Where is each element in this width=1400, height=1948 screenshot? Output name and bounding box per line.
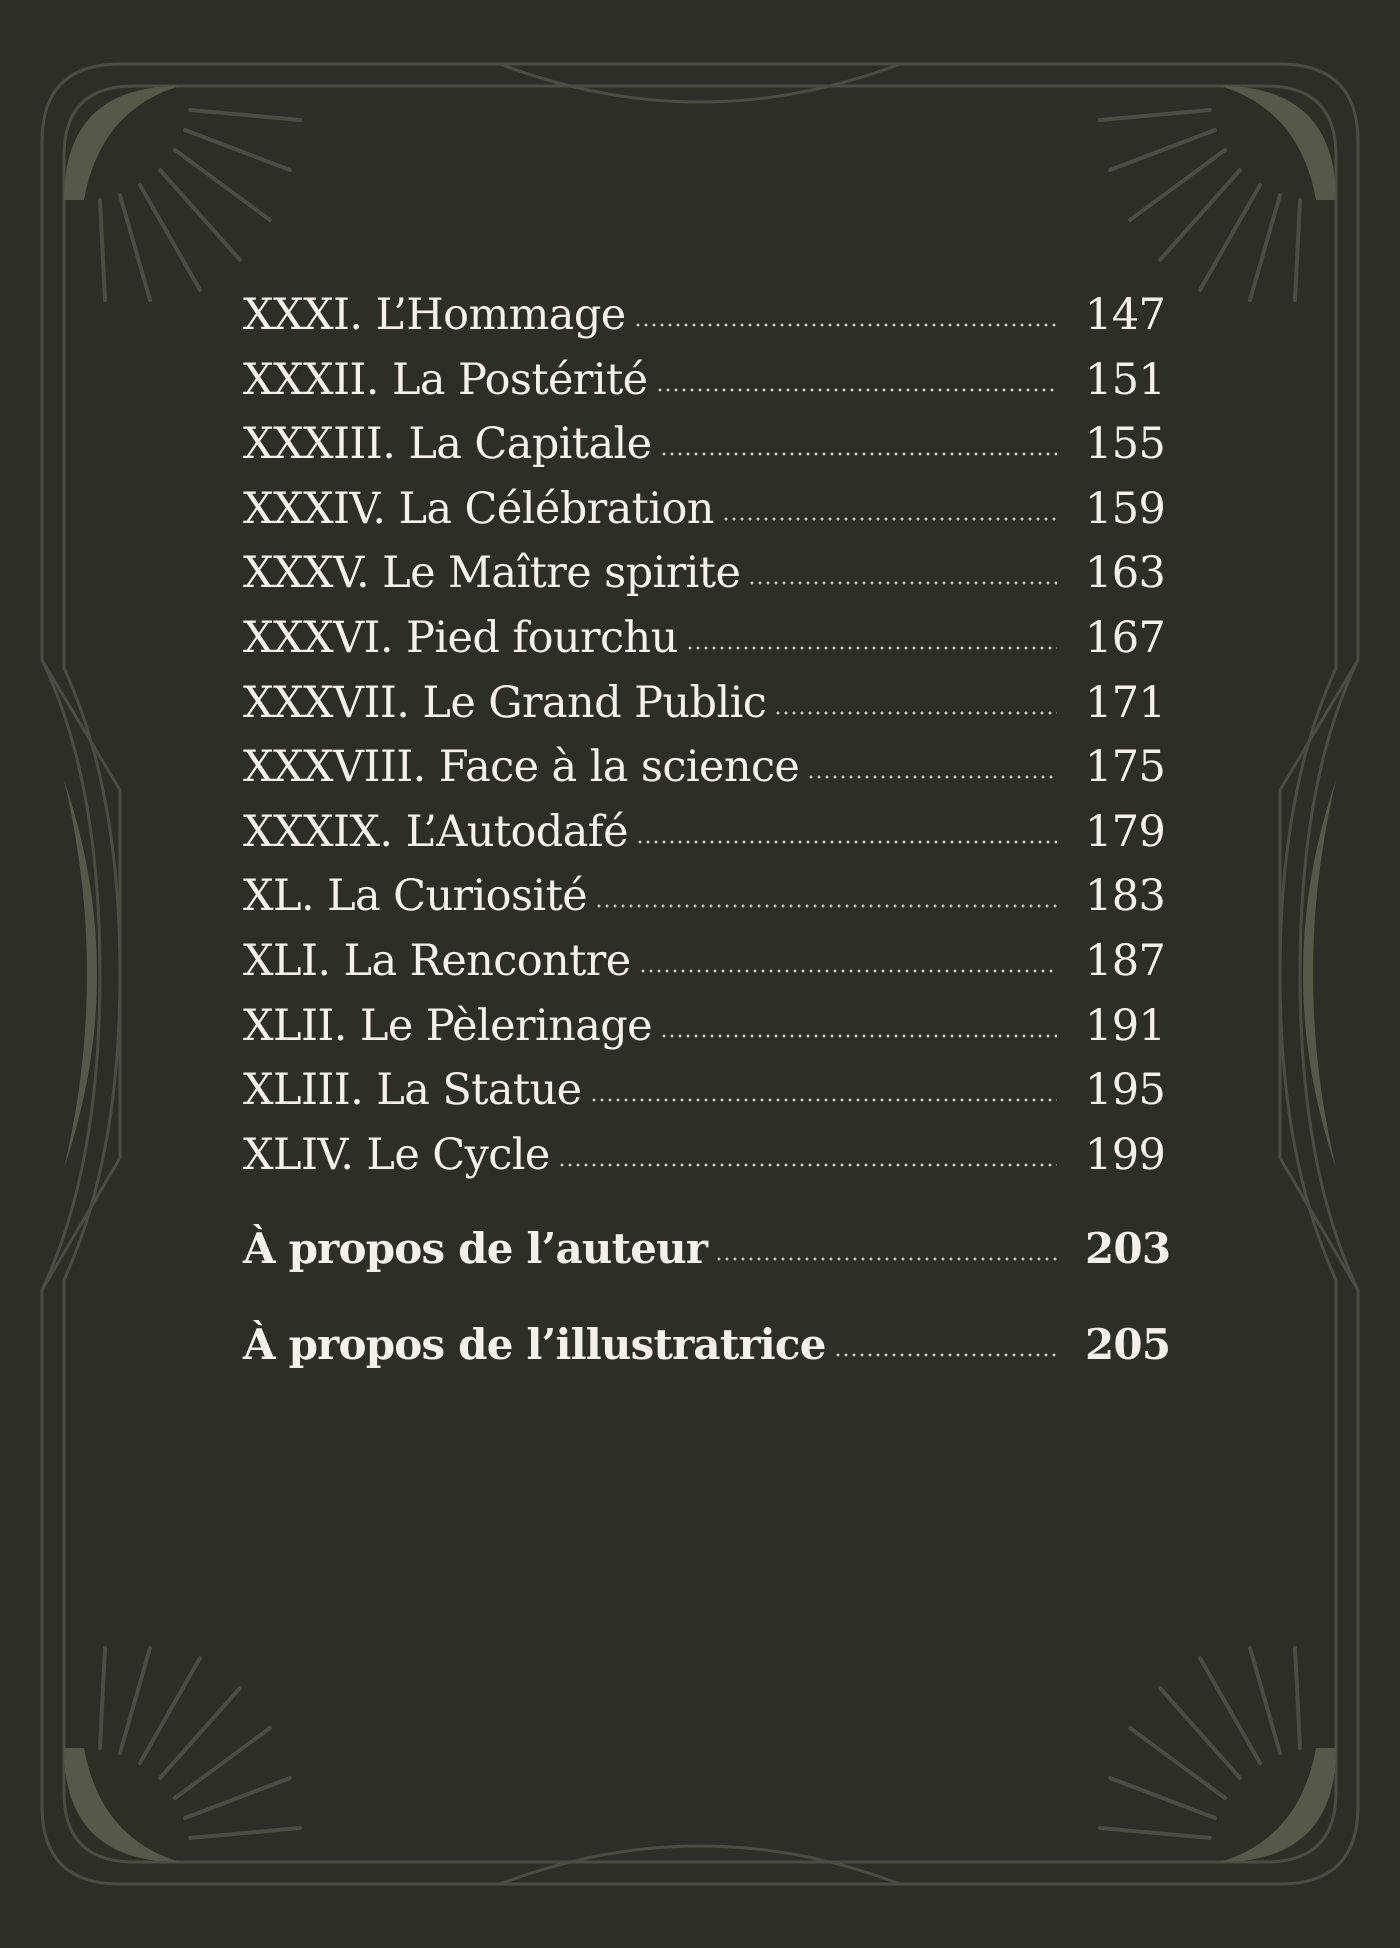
toc-entry-title: XXXIX. L’Autodafé <box>243 806 628 857</box>
toc-entry[interactable] <box>243 1065 1166 1130</box>
dot-leader <box>660 1034 1057 1038</box>
toc-appendix-title: À propos de l’auteur <box>243 1224 708 1274</box>
table-of-contents <box>243 290 1171 1386</box>
toc-entry[interactable] <box>243 1000 1166 1066</box>
toc-entry-page: 183 <box>1085 871 1166 922</box>
section-spacer <box>243 1290 1157 1320</box>
toc-entry-page: 175 <box>1085 742 1166 793</box>
toc-entry-title: XXXI. L’Hommage <box>243 290 626 340</box>
toc-entry-page: 199 <box>1085 1129 1166 1180</box>
toc-entry-page: 155 <box>1085 419 1166 470</box>
dot-leader <box>634 323 1057 327</box>
toc-entry-page: 187 <box>1085 935 1166 986</box>
corner-sun-bottom-right <box>1100 1648 1336 1862</box>
dot-leader <box>715 1257 1057 1261</box>
toc-entry-page: 151 <box>1085 354 1166 405</box>
dot-leader <box>558 1163 1057 1167</box>
section-spacer <box>243 1194 1157 1224</box>
toc-entry-title: XXXII. La Postérité <box>243 354 648 405</box>
toc-entry-title: XLIII. La Statue <box>243 1065 582 1116</box>
toc-appendix-entry[interactable] <box>243 1320 1171 1386</box>
dot-leader <box>774 711 1057 715</box>
toc-entry-page: 159 <box>1085 483 1166 534</box>
dot-leader <box>686 646 1057 650</box>
toc-entry[interactable] <box>243 1129 1166 1195</box>
dot-leader <box>748 581 1057 585</box>
toc-entry[interactable] <box>243 612 1166 678</box>
dot-leader <box>590 1098 1057 1102</box>
dot-leader <box>834 1353 1057 1357</box>
toc-entry[interactable] <box>243 871 1166 936</box>
dot-leader <box>722 517 1057 521</box>
toc-entry[interactable] <box>243 742 1166 807</box>
dot-leader <box>656 388 1057 392</box>
toc-entry[interactable] <box>243 290 1166 355</box>
toc-entry-title: XXXV. Le Maître spirite <box>243 548 741 599</box>
toc-appendix-entry[interactable] <box>243 1224 1171 1290</box>
toc-entry-title: XLI. La Rencontre <box>243 935 631 986</box>
toc-entry[interactable] <box>243 483 1166 549</box>
toc-entry-title: XXXVI. Pied fourchu <box>243 612 678 663</box>
dot-leader <box>595 904 1057 908</box>
corner-sun-top-right <box>1100 86 1336 300</box>
toc-entry-title: XXXIV. La Célébration <box>243 483 714 534</box>
dot-leader <box>807 775 1057 779</box>
toc-entry[interactable] <box>243 935 1166 1001</box>
toc-entry-page: 147 <box>1085 290 1166 340</box>
toc-entry-title: XL. La Curiosité <box>243 871 588 922</box>
toc-entry[interactable] <box>243 677 1166 743</box>
toc-entry-title: XLII. Le Pèlerinage <box>243 1000 653 1051</box>
dot-leader <box>636 840 1057 844</box>
toc-appendix-page: 205 <box>1085 1320 1171 1370</box>
toc-entry-page: 191 <box>1085 1000 1166 1051</box>
toc-entry[interactable] <box>243 806 1166 872</box>
toc-entry-title: XXXIII. La Capitale <box>243 419 652 470</box>
toc-entry-title: XXXVIII. Face à la science <box>243 742 800 793</box>
dot-leader <box>660 452 1057 456</box>
toc-entry[interactable] <box>243 354 1166 420</box>
toc-entry-title: XLIV. Le Cycle <box>243 1129 550 1180</box>
toc-entry-page: 179 <box>1085 806 1166 857</box>
dot-leader <box>639 969 1057 973</box>
frame-right-diamond <box>1280 660 1358 1290</box>
frame-left-diamond <box>42 660 120 1290</box>
toc-entry-page: 195 <box>1085 1065 1166 1116</box>
toc-entry-page: 171 <box>1085 677 1166 728</box>
toc-appendix-title: À propos de l’illustratrice <box>243 1320 826 1370</box>
toc-entry-page: 167 <box>1085 612 1166 663</box>
toc-entry[interactable] <box>243 548 1166 613</box>
toc-appendix-page: 203 <box>1085 1224 1171 1274</box>
corner-sun-bottom-left <box>64 1648 300 1862</box>
frame-top-arc <box>500 64 900 102</box>
toc-entry-page: 163 <box>1085 548 1166 599</box>
frame-bottom-arc <box>500 1846 900 1884</box>
toc-entry-title: XXXVII. Le Grand Public <box>243 677 767 728</box>
toc-entry[interactable] <box>243 419 1166 484</box>
corner-sun-top-left <box>64 86 300 300</box>
